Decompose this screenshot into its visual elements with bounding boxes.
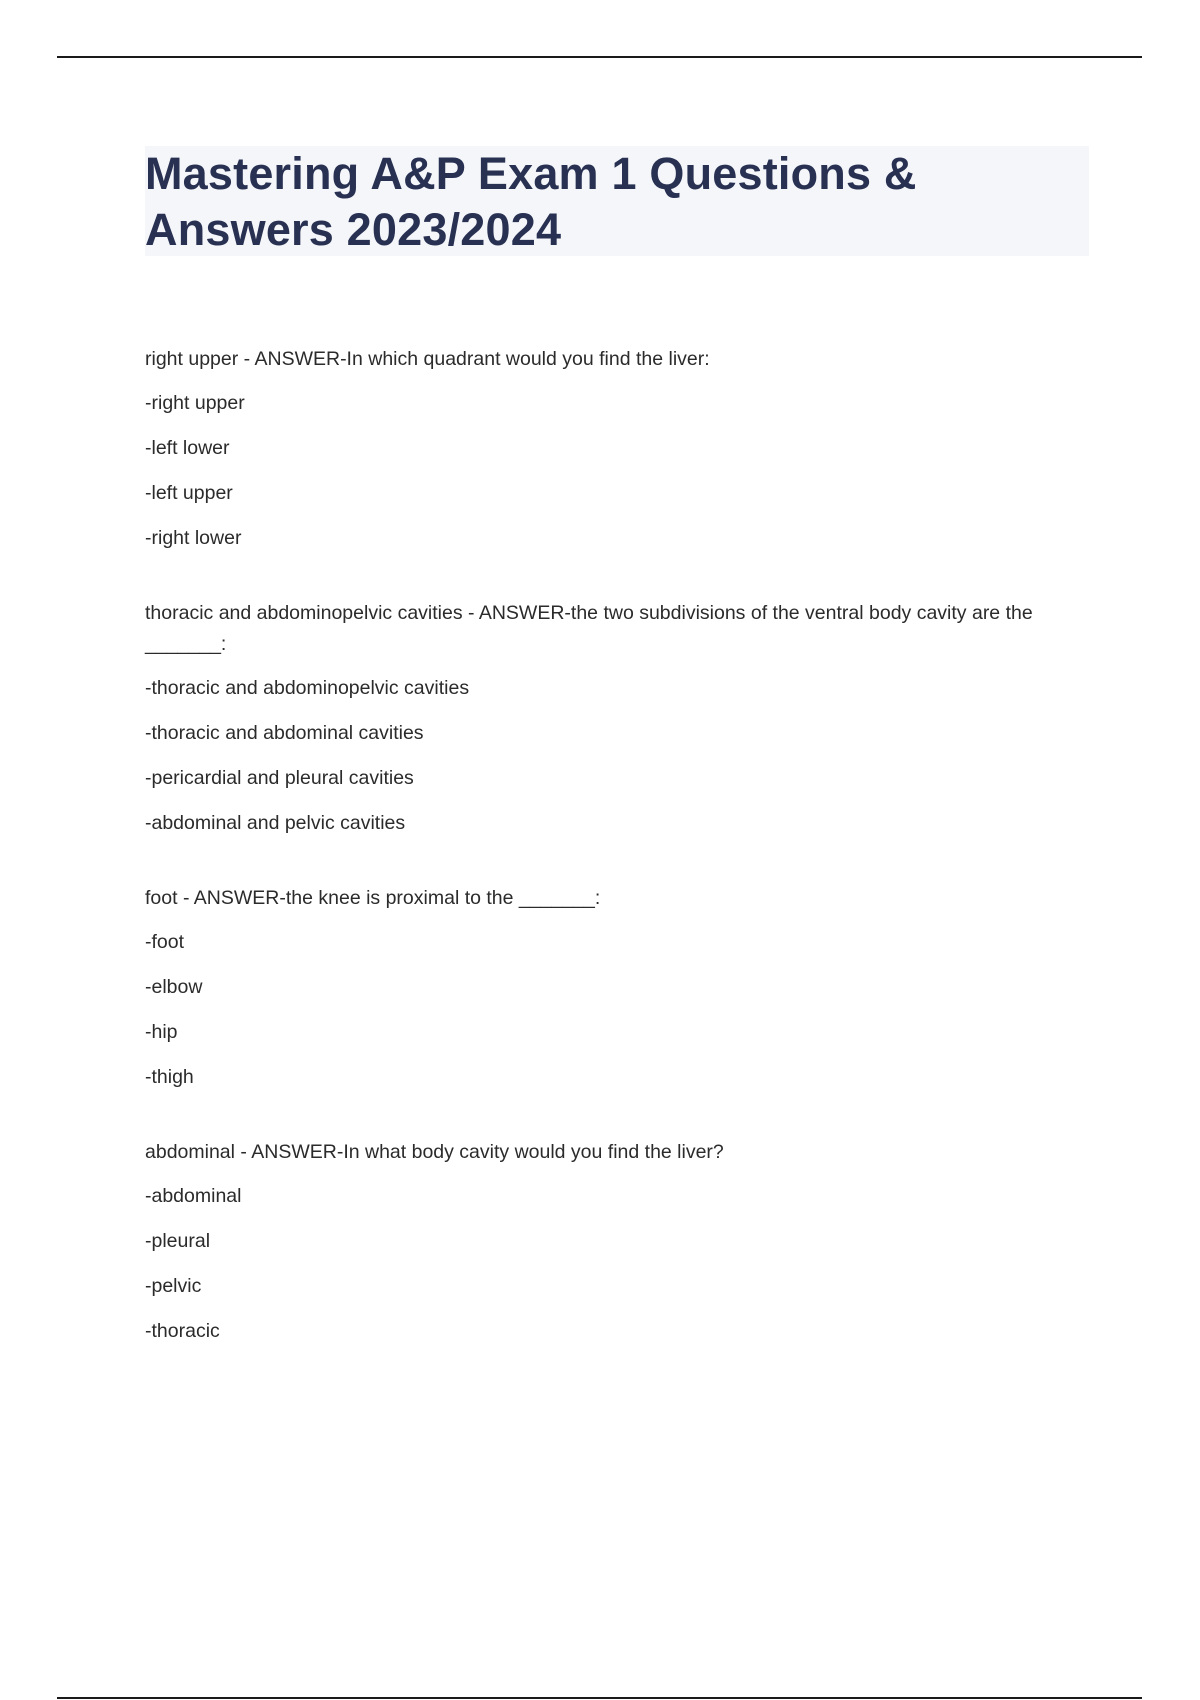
answer-option: -foot [145,931,185,953]
answer-option: -right upper [145,392,245,414]
question-text: thoracic and abdominopelvic cavities - ANSWER-the two subdivisions of the ventral body cavity are the _______: [145,602,1033,655]
answer-option: -right lower [145,527,242,549]
answer-option: -hip [145,1021,178,1043]
qa-item [145,598,1085,839]
answer-option: -thoracic and abdominal cavities [145,722,424,744]
answer-options [145,1181,1085,1347]
answer-option: -pleural [145,1230,211,1252]
answer-option: -left lower [145,437,230,459]
answer-option: -thigh [145,1066,194,1088]
header-rule [57,56,1142,58]
answer-options [145,673,1085,839]
question-text: right upper - ANSWER-In which quadrant would you find the liver: [145,348,710,370]
title-banner [145,146,1089,256]
footer-rule [57,1697,1142,1699]
answer-option: -thoracic and abdominopelvic cavities [145,677,470,699]
answer-option: -pelvic [145,1275,202,1297]
answer-option: -abdominal and pelvic cavities [145,812,406,834]
answer-option: -elbow [145,976,203,998]
qa-item [145,883,1085,1093]
document-title: Mastering A&P Exam 1 Questions & Answers 2023/2024 [145,148,917,255]
qa-list [145,344,1085,1391]
qa-item [145,1137,1085,1347]
answer-options [145,388,1085,554]
answer-option: -thoracic [145,1320,220,1342]
question-text: abdominal - ANSWER-In what body cavity would you find the liver? [145,1141,724,1163]
question-text: foot - ANSWER-the knee is proximal to the _______: [145,887,601,909]
answer-option: -pericardial and pleural cavities [145,767,414,789]
answer-options [145,927,1085,1093]
answer-option: -left upper [145,482,233,504]
qa-item [145,344,1085,554]
answer-option: -abdominal [145,1185,242,1207]
